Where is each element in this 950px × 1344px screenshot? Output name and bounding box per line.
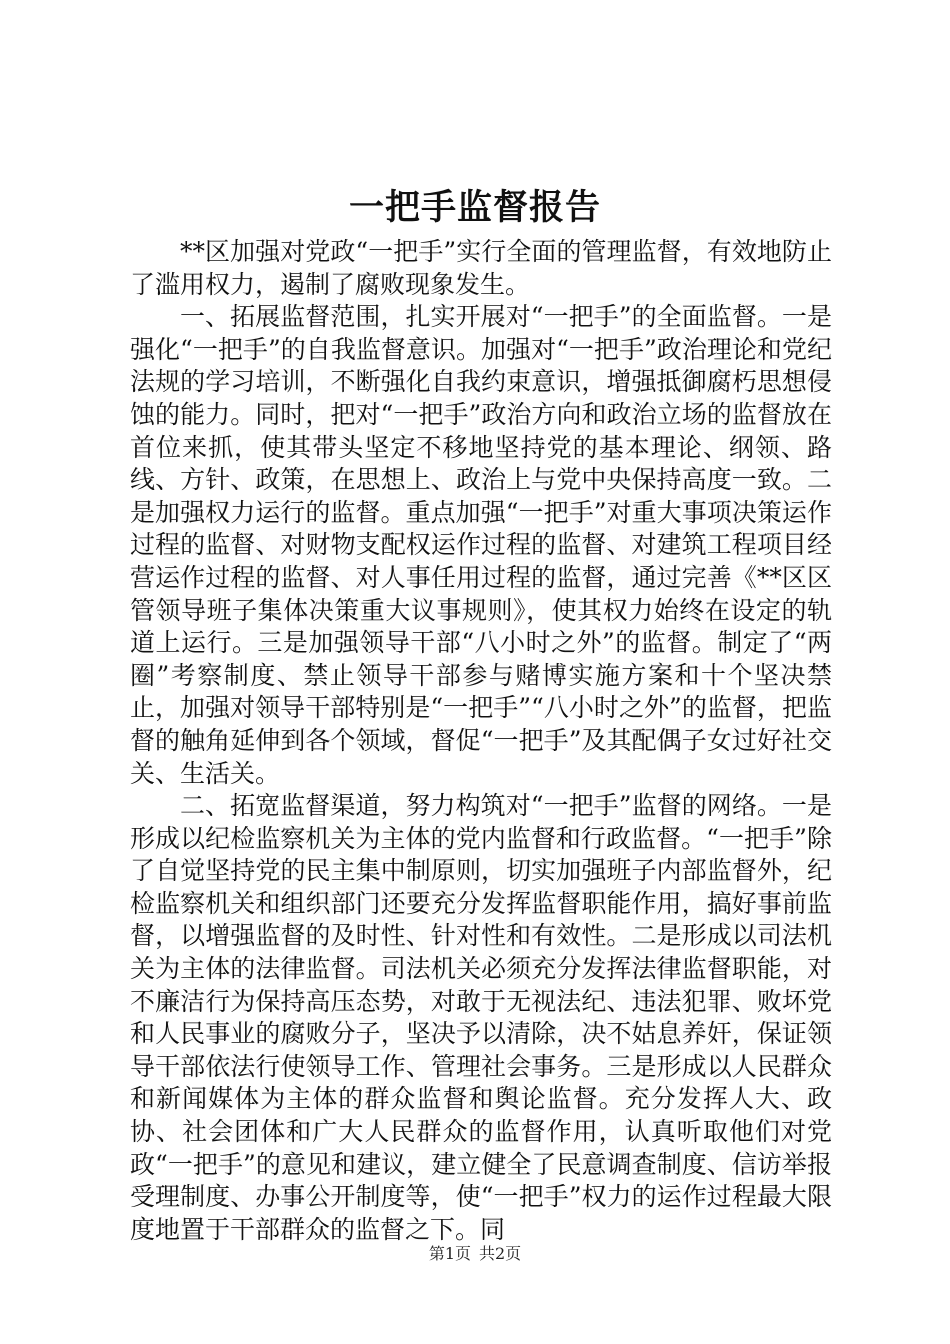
paragraph-section-1: 一、拓展监督范围，扎实开展对“一把手”的全面监督。一是强化“一把手”的自我监督意识。加强对“一把手”政治理论和党纪法规的学习培训，不断强化自我约束意识，增强抵御腐朽思想侵蚀的能力。同时，把对“一把手”政治方向和政治立场的监督放在首位来抓，使其带头坚定不移地坚持党的基本理论、纲领、路线、方针、政策，在思想上、政治上与党中央保持高度一致。二是加强权力运行的监督。重点加强“一把手”对重大事项决策运作过程的监督、对财物支配权运作过程的监督、对建筑工程项目经营运作过程的监督、对人事任用过程的监督，通过完善《**区区管领导班子集体决策重大议事规则》，使其权力始终在设定的轨道上运行。三是加强领导干部“八小时之外”的监督。制定了“两圈”考察制度、禁止领导干部参与赌博实施方案和十个坚决禁止，加强对领导干部特别是“一把手”“八小时之外”的监督，把监督的触角延伸到各个领域，督促“一把手”及其配偶子女过好社交关、生活关。 — [130, 302, 832, 788]
page-total: 共2页 — [479, 1244, 522, 1263]
page-number: 第1页 — [428, 1244, 471, 1263]
paragraph-section-2: 二、拓宽监督渠道，努力构筑对“一把手”监督的网络。一是形成以纪检监察机关为主体的党内监督和行政监督。“一把手”除了自觉坚持党的民主集中制原则，切实加强班子内部监督外，纪检监察机关和组织部门还要充分发挥监督职能作用，搞好事前监督，以增强监督的及时性、针对性和有效性。二是形成以司法机关为主体的法律监督。司法机关必须充分发挥法律监督职能，对不廉洁行为保持高压态势，对敢于无视法纪、违法犯罪、败坏党和人民事业的腐败分子，坚决予以清除，决不姑息养奸，保证领导干部依法行使领导工作、管理社会事务。三是形成以人民群众和新闻媒体为主体的群众监督和舆论监督。充分发挥人大、政协、社会团体和广大人民群众的监督作用，认真听取他们对党政“一把手”的意见和建议，建立健全了民意调查制度、信访举报受理制度、办事公开制度等，使“一把手”权力的运作过程最大限度地置于干部群众的监督之下。同 — [130, 791, 832, 1244]
page-footer — [0, 1242, 950, 1266]
document-body — [130, 236, 832, 1246]
document-title: 一把手监督报告 — [348, 187, 601, 228]
paragraph-intro: **区加强对党政“一把手”实行全面的管理监督，有效地防止了滥用权力，遏制了腐败现象发生。 — [130, 237, 832, 299]
